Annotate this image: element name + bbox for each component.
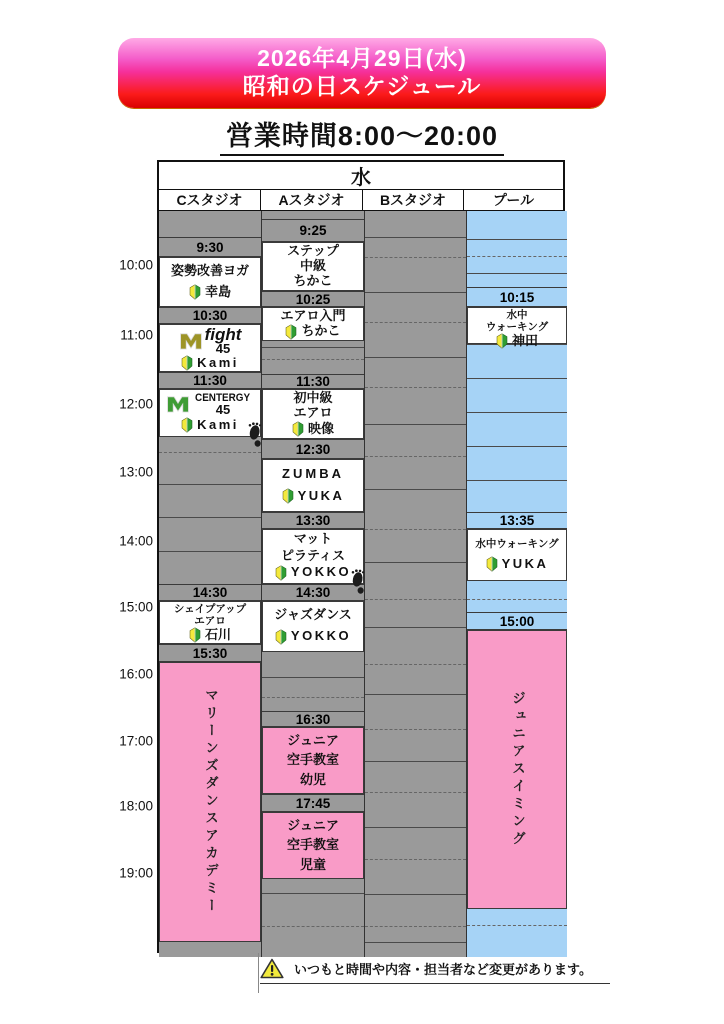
class-name: 空手教室 [286, 752, 339, 768]
notice-text: いつもと時間や内容・担当者など変更があります。 [294, 962, 592, 977]
instructor: 神田 [496, 333, 538, 349]
class-name: 水中 [506, 309, 528, 321]
gridline-dashed [467, 599, 567, 600]
class-name: シェイプアップ [173, 603, 247, 615]
gridline-dashed [467, 256, 567, 257]
column-header-pool: プール [492, 192, 535, 208]
class-name: エアロ入門 [280, 308, 346, 323]
column-b-studio [365, 211, 467, 957]
banner-date: 2026年4月29日(水) [257, 45, 467, 72]
gridline-dashed [262, 359, 364, 360]
footprint-icon [350, 569, 367, 595]
time-axis-label-1700: 17:00 [119, 733, 153, 749]
instructor: 幸島 [189, 284, 231, 300]
junior-karate-jido [262, 812, 364, 879]
gridline [262, 677, 364, 678]
a-1330-time: 13:30 [262, 512, 364, 529]
beginner-icon [275, 565, 287, 581]
gridline-dashed [262, 926, 364, 927]
a-1130-time: 11:30 [262, 374, 364, 389]
time-axis-label-1500: 15:00 [119, 599, 153, 615]
class-name: 姿勢改善ヨガ [170, 263, 249, 279]
c-1030-time: 10:30 [159, 307, 261, 324]
gridline-dashed [262, 697, 364, 698]
class-name: 幼児 [299, 771, 326, 787]
mat-pilates-class [262, 529, 364, 584]
beginner-icon [282, 488, 294, 504]
footprint-icon [247, 422, 264, 448]
timetable-body [159, 211, 563, 957]
gridline [365, 237, 466, 238]
beginner-icon [189, 627, 201, 643]
class-name: ジャズダンス [274, 607, 352, 623]
aero-nyumon-class [262, 307, 364, 341]
gridline-dashed [467, 925, 567, 926]
gridline-dashed [365, 257, 466, 258]
instructor: 映像 [292, 421, 334, 437]
shochukyu-aero-class [262, 389, 364, 439]
a-1630-time: 16:30 [262, 711, 364, 727]
step-chukyu-class [262, 242, 364, 291]
instructor: ちかこ [285, 324, 340, 340]
a-1745-time: 17:45 [262, 794, 364, 812]
banner-subtitle: 昭和の日スケジュール [242, 73, 482, 99]
a-1430-time: 14:30 [262, 584, 364, 601]
gridline-dashed [365, 529, 466, 530]
instructor: Kami [181, 355, 239, 371]
time-axis-label-1600: 16:00 [119, 666, 153, 682]
time-axis-label-1900: 19:00 [119, 865, 153, 881]
column-header-a-studio: Aスタジオ [261, 190, 363, 210]
gridline-dashed [365, 387, 466, 388]
junior-swimming [467, 630, 567, 909]
instructor: YUKA [486, 556, 549, 572]
class-name: マット [293, 531, 333, 547]
shapeup-aero-class [159, 601, 261, 644]
class-name: ZUMBA [282, 466, 344, 482]
p-1335-time: 13:35 [467, 512, 567, 529]
gridline-dashed [365, 456, 466, 457]
instructor: Kami [181, 417, 239, 433]
gridline [467, 412, 567, 413]
suichu-walking-kanda [467, 307, 567, 348]
time-axis-label-1000: 10:00 [119, 257, 153, 273]
gridline [365, 942, 466, 943]
class-name: ジュニア [287, 817, 339, 833]
beginner-icon [181, 417, 193, 433]
fight45-class [159, 324, 261, 372]
gridline [365, 424, 466, 425]
gridline [365, 357, 466, 358]
gridline [365, 562, 466, 563]
beginner-icon [181, 355, 193, 371]
schedule-table [157, 160, 565, 953]
table-tick-line [258, 953, 259, 993]
suichu-walking-yuka [467, 529, 567, 581]
class-name: ジュニア [287, 732, 339, 748]
gridline [365, 694, 466, 695]
beginner-icon [486, 556, 498, 572]
c-1530-time: 15:30 [159, 644, 261, 662]
a-925-time: 9:25 [262, 219, 364, 242]
zumba-class [262, 459, 364, 512]
gridline [262, 347, 364, 348]
beginner-icon [292, 421, 304, 437]
centergy45-class [159, 389, 261, 437]
gridline [467, 239, 567, 240]
time-axis-label-1400: 14:00 [119, 533, 153, 549]
gridline [159, 517, 261, 518]
gridline [365, 489, 466, 490]
gridline [159, 484, 261, 485]
gridline-dashed [365, 664, 466, 665]
column-a-studio [262, 211, 365, 957]
instructor: YOKKO [275, 629, 351, 645]
gridline [262, 893, 364, 894]
time-axis-label-1800: 18:00 [119, 798, 153, 814]
instructor: YOKKO [275, 565, 351, 581]
gridline [467, 378, 567, 379]
gridline-dashed [365, 926, 466, 927]
c-930-time: 9:30 [159, 237, 261, 257]
class-name: ピラティス [281, 547, 345, 563]
junior-swimming-label: ジュニアスイミング [510, 690, 525, 849]
time-axis-label-1100: 11:00 [120, 327, 153, 343]
class-name: 水中ウォーキング [475, 537, 559, 550]
gridline-dashed [365, 859, 466, 860]
class-name: 中級 [299, 258, 326, 274]
fight-logo: fight 45 [179, 326, 242, 355]
business-hours [0, 114, 724, 156]
instructor: ちかこ [293, 273, 333, 289]
column-pool [467, 211, 567, 957]
gridline [365, 627, 466, 628]
beginner-icon [189, 284, 201, 300]
column-headers [159, 190, 563, 211]
gridline [467, 480, 567, 481]
title-banner [118, 38, 606, 108]
column-c-studio [159, 211, 262, 957]
gridline [365, 894, 466, 895]
c-1130-time: 11:30 [159, 372, 261, 389]
class-name: エアロ [194, 615, 226, 628]
beginner-icon [275, 629, 287, 645]
column-header-c-studio: Cスタジオ [159, 190, 261, 210]
gridline [159, 551, 261, 552]
gridline-dashed [365, 792, 466, 793]
junior-karate-yoji [262, 727, 364, 794]
time-axis-label-1300: 13:00 [119, 464, 153, 480]
class-name: ウォーキング [485, 321, 549, 334]
instructor: YUKA [282, 488, 345, 504]
a-1230-time: 12:30 [262, 439, 364, 459]
class-name: ステップ [287, 243, 339, 259]
class-name: エアロ [293, 405, 333, 420]
centergy-logo: CENTERGY 45 [166, 393, 253, 416]
gridline-dashed [365, 599, 466, 600]
marines-dance-academy [159, 662, 261, 942]
m-logo-icon [179, 331, 203, 351]
day-header: 水 [159, 162, 563, 190]
instructor: 石川 [189, 627, 231, 643]
a-1025-time: 10:25 [262, 291, 364, 307]
gridline [365, 827, 466, 828]
gridline [467, 446, 567, 447]
marines-dance-academy-label: マリーンズダンスアカデミー [203, 688, 218, 916]
gridline-dashed [159, 452, 261, 453]
column-header-b-studio: Bスタジオ [363, 190, 464, 210]
beginner-icon [285, 324, 297, 340]
notice [260, 956, 610, 984]
class-name: 空手教室 [286, 837, 339, 853]
time-axis-label-1200: 12:00 [119, 396, 153, 412]
gridline [365, 761, 466, 762]
p-1500-time: 15:00 [467, 612, 567, 630]
business-hours-text: 営業時間8:00～20:00 [220, 114, 504, 156]
class-name: 初中級 [293, 390, 333, 406]
p-1015-time: 10:15 [467, 287, 567, 307]
m-logo-icon [166, 394, 190, 414]
beginner-icon [496, 333, 508, 349]
gridline-dashed [365, 729, 466, 730]
warning-icon [260, 958, 284, 979]
gridline [365, 292, 466, 293]
gridline [467, 273, 567, 274]
yoga-class [159, 257, 261, 307]
gridline-dashed [365, 322, 466, 323]
c-1430-time: 14:30 [159, 584, 261, 601]
class-name: 児童 [299, 856, 326, 872]
jazz-dance-class [262, 601, 364, 652]
